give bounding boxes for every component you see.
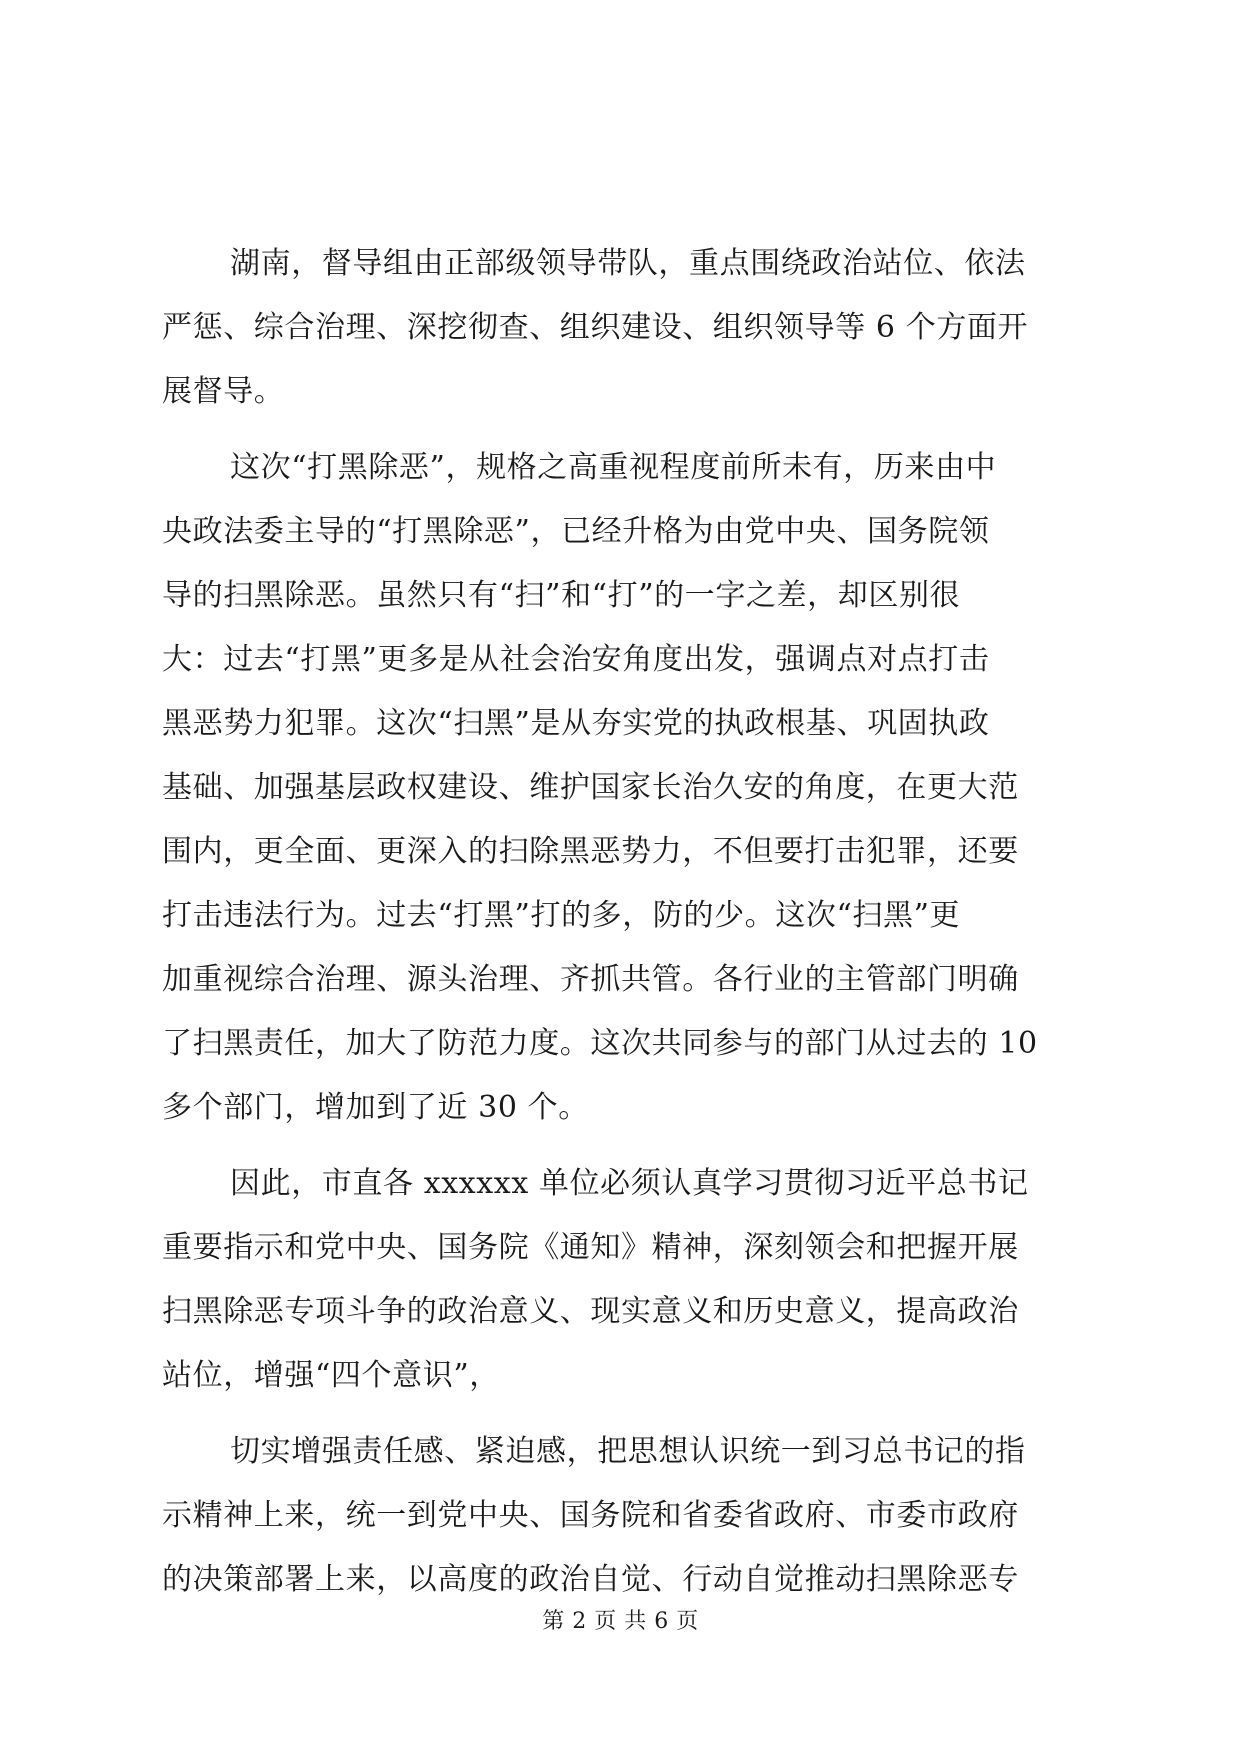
- body-text: [162, 232, 1082, 1612]
- paragraph-line: 扫黑除恶专项斗争的政治意义、现实意义和历史意义，提高政治: [162, 1294, 1019, 1329]
- paragraph-line: 导的扫黑除恶。虽然只有“扫”和“打”的一字之差，却区别很: [162, 578, 961, 613]
- paragraph-line: 展督导。: [162, 374, 285, 409]
- paragraph-line: 加重视综合治理、源头治理、齐抓共管。各行业的主管部门明确: [162, 962, 1019, 997]
- paragraph-line: 这次“打黑除恶”，规格之高重视程度前所未有，历来由中: [230, 450, 997, 485]
- paragraph-line: 重要指示和党中央、国务院《通知》精神，深刻领会和把握开展: [162, 1230, 1019, 1265]
- paragraph-line: 因此，市直各 xxxxxx 单位必须认真学习贯彻习近平总书记: [230, 1166, 1029, 1201]
- paragraph-line: 黑恶势力犯罪。这次“扫黑”是从夯实党的执政根基、巩固执政: [162, 706, 990, 741]
- paragraph-line: 基础、加强基层政权建设、维护国家长治久安的角度，在更大范: [162, 770, 1019, 805]
- paragraph-line: 示精神上来，统一到党中央、国务院和省委省政府、市委市政府: [162, 1498, 1019, 1533]
- paragraph-line: 站位，增强“四个意识”，: [162, 1358, 500, 1393]
- paragraph-line: 的决策部署上来，以高度的政治自觉、行动自觉推动扫黑除恶专: [162, 1562, 1019, 1597]
- paragraph-line: 大：过去“打黑”更多是从社会治安角度出发，强调点对点打击: [162, 642, 990, 677]
- page-number-footer: 第 2 页 共 6 页: [542, 1609, 699, 1634]
- paragraph-line: 多个部门，增加到了近 30 个。: [162, 1090, 589, 1125]
- paragraph-line: 切实增强责任感、紧迫感，把思想认识统一到习总书记的指: [230, 1434, 1026, 1469]
- paragraph-line: 打击违法行为。过去“打黑”打的多，防的少。这次“扫黑”更: [162, 898, 961, 933]
- paragraph-line: 围内，更全面、更深入的扫除黑恶势力，不但要打击犯罪，还要: [162, 834, 1019, 869]
- paragraph-line: 了扫黑责任，加大了防范力度。这次共同参与的部门从过去的 10: [162, 1026, 1038, 1061]
- paragraph-line: 央政法委主导的“打黑除恶”，已经升格为由党中央、国务院领: [162, 514, 990, 549]
- paragraph-line: 严惩、综合治理、深挖彻查、组织建设、组织领导等 6 个方面开: [162, 310, 1029, 345]
- paragraph-line: 湖南，督导组由正部级领导带队，重点围绕政治站位、依法: [230, 246, 1026, 281]
